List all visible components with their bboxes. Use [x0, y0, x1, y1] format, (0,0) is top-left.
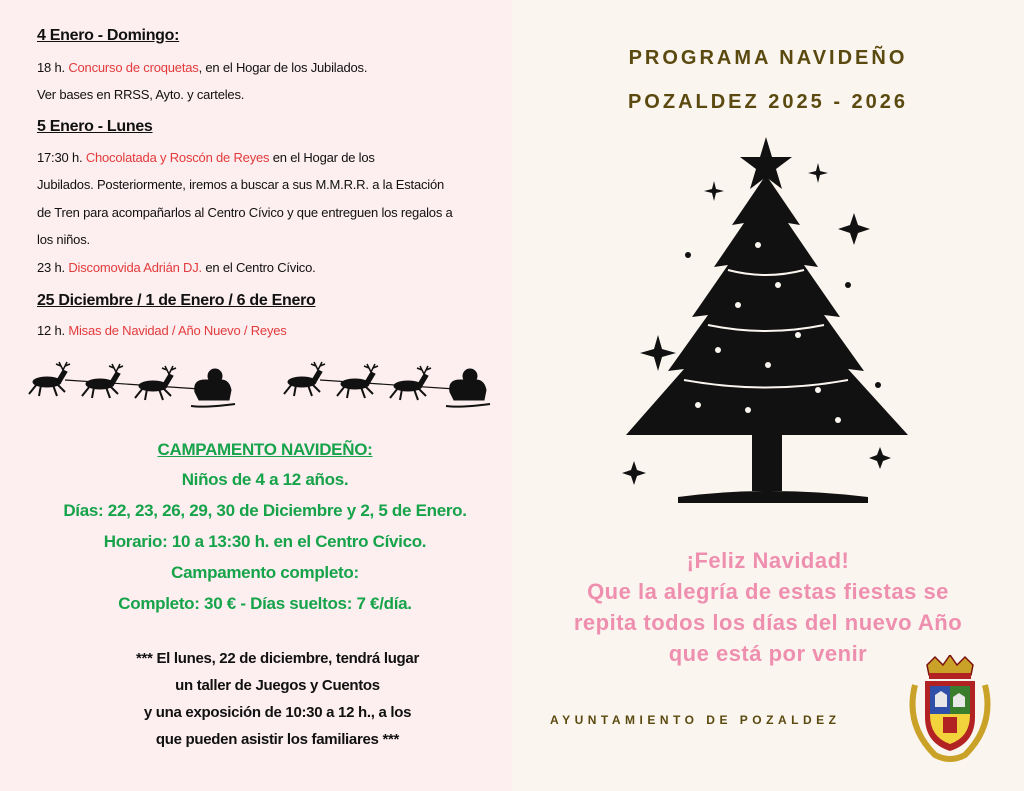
jan5-line1 — [37, 150, 375, 165]
town-hall-label: AYUNTAMIENTO DE POZALDEZ — [550, 713, 841, 727]
jan5-line2: Jubilados. Posteriormente, iremos a buscar a sus M.M.R.R. a la Estación — [37, 177, 445, 192]
camp-line1: Niños de 4 a 12 años. — [181, 470, 349, 489]
jan5-rest: en el Hogar de los — [269, 150, 375, 165]
greeting-line2: Que la alegría de estas fiestas se — [587, 579, 949, 604]
jan5-heading: 5 Enero - Lunes — [37, 118, 153, 135]
greeting-line1: ¡Feliz Navidad! — [686, 548, 850, 573]
jan4-line2: Ver bases en RRSS, Ayto. y carteles. — [37, 87, 245, 102]
jan5-dj-event: Discomovida Adrián DJ. — [68, 260, 202, 275]
jan5-event: Chocolatada y Roscón de Reyes — [85, 150, 270, 165]
jan4-heading: 4 Enero - Domingo: — [37, 27, 180, 44]
program-title: PROGRAMA NAVIDEÑO — [628, 47, 908, 69]
masses-heading: 25 Diciembre / 1 de Enero / 6 de Enero — [37, 292, 316, 309]
masses-event: Misas de Navidad / Año Nuevo / Reyes — [68, 323, 287, 338]
camp-line4: Campamento completo: — [171, 563, 359, 582]
jan4-event: Concurso de croquetas — [68, 60, 199, 75]
christmas-tree-icon — [618, 135, 918, 515]
camp-line5: Completo: 30 € - Días sueltos: 7 €/día. — [118, 594, 412, 613]
camp-title: CAMPAMENTO NAVIDEÑO: — [157, 440, 373, 459]
jan5-line4: los niños. — [37, 232, 90, 247]
masses-time: 12 h. — [37, 323, 65, 338]
camp-line2: Días: 22, 23, 26, 29, 30 de Diciembre y 2, 5 de Enero. — [63, 501, 467, 520]
jan5-line3: de Tren para acompañarlos al Centro Cívico y que entreguen los regalos a — [37, 205, 453, 220]
camp-line3: Horario: 10 a 13:30 h. en el Centro Cívico. — [103, 532, 427, 551]
jan5-time: 17:30 h. — [37, 150, 83, 165]
jan4-line1 — [37, 60, 367, 75]
reindeer-sleigh-icon — [25, 350, 240, 412]
note-line2: un taller de Juegos y Cuentos — [175, 677, 380, 694]
coat-of-arms-icon — [905, 655, 995, 765]
jan5-line5 — [37, 260, 316, 275]
note-line4: que pueden asistir los familiares *** — [155, 731, 400, 748]
note-line3: y una exposición de 10:30 a 12 h., a los — [143, 704, 412, 721]
note-line1: *** El lunes, 22 de diciembre, tendrá lugar — [135, 650, 420, 667]
greeting-line4: que está por venir — [668, 641, 868, 666]
greeting-line3: repita todos los días del nuevo Año — [573, 610, 963, 635]
jan5-dj-time: 23 h. — [37, 260, 65, 275]
jan4-time: 18 h. — [37, 60, 65, 75]
jan4-rest: , en el Hogar de los Jubilados. — [198, 60, 368, 75]
program-subtitle: POZALDEZ 2025 - 2026 — [627, 91, 909, 113]
masses-line1 — [37, 323, 287, 338]
reindeer-sleigh-icon — [280, 350, 495, 412]
jan5-dj-rest: en el Centro Cívico. — [201, 260, 316, 275]
